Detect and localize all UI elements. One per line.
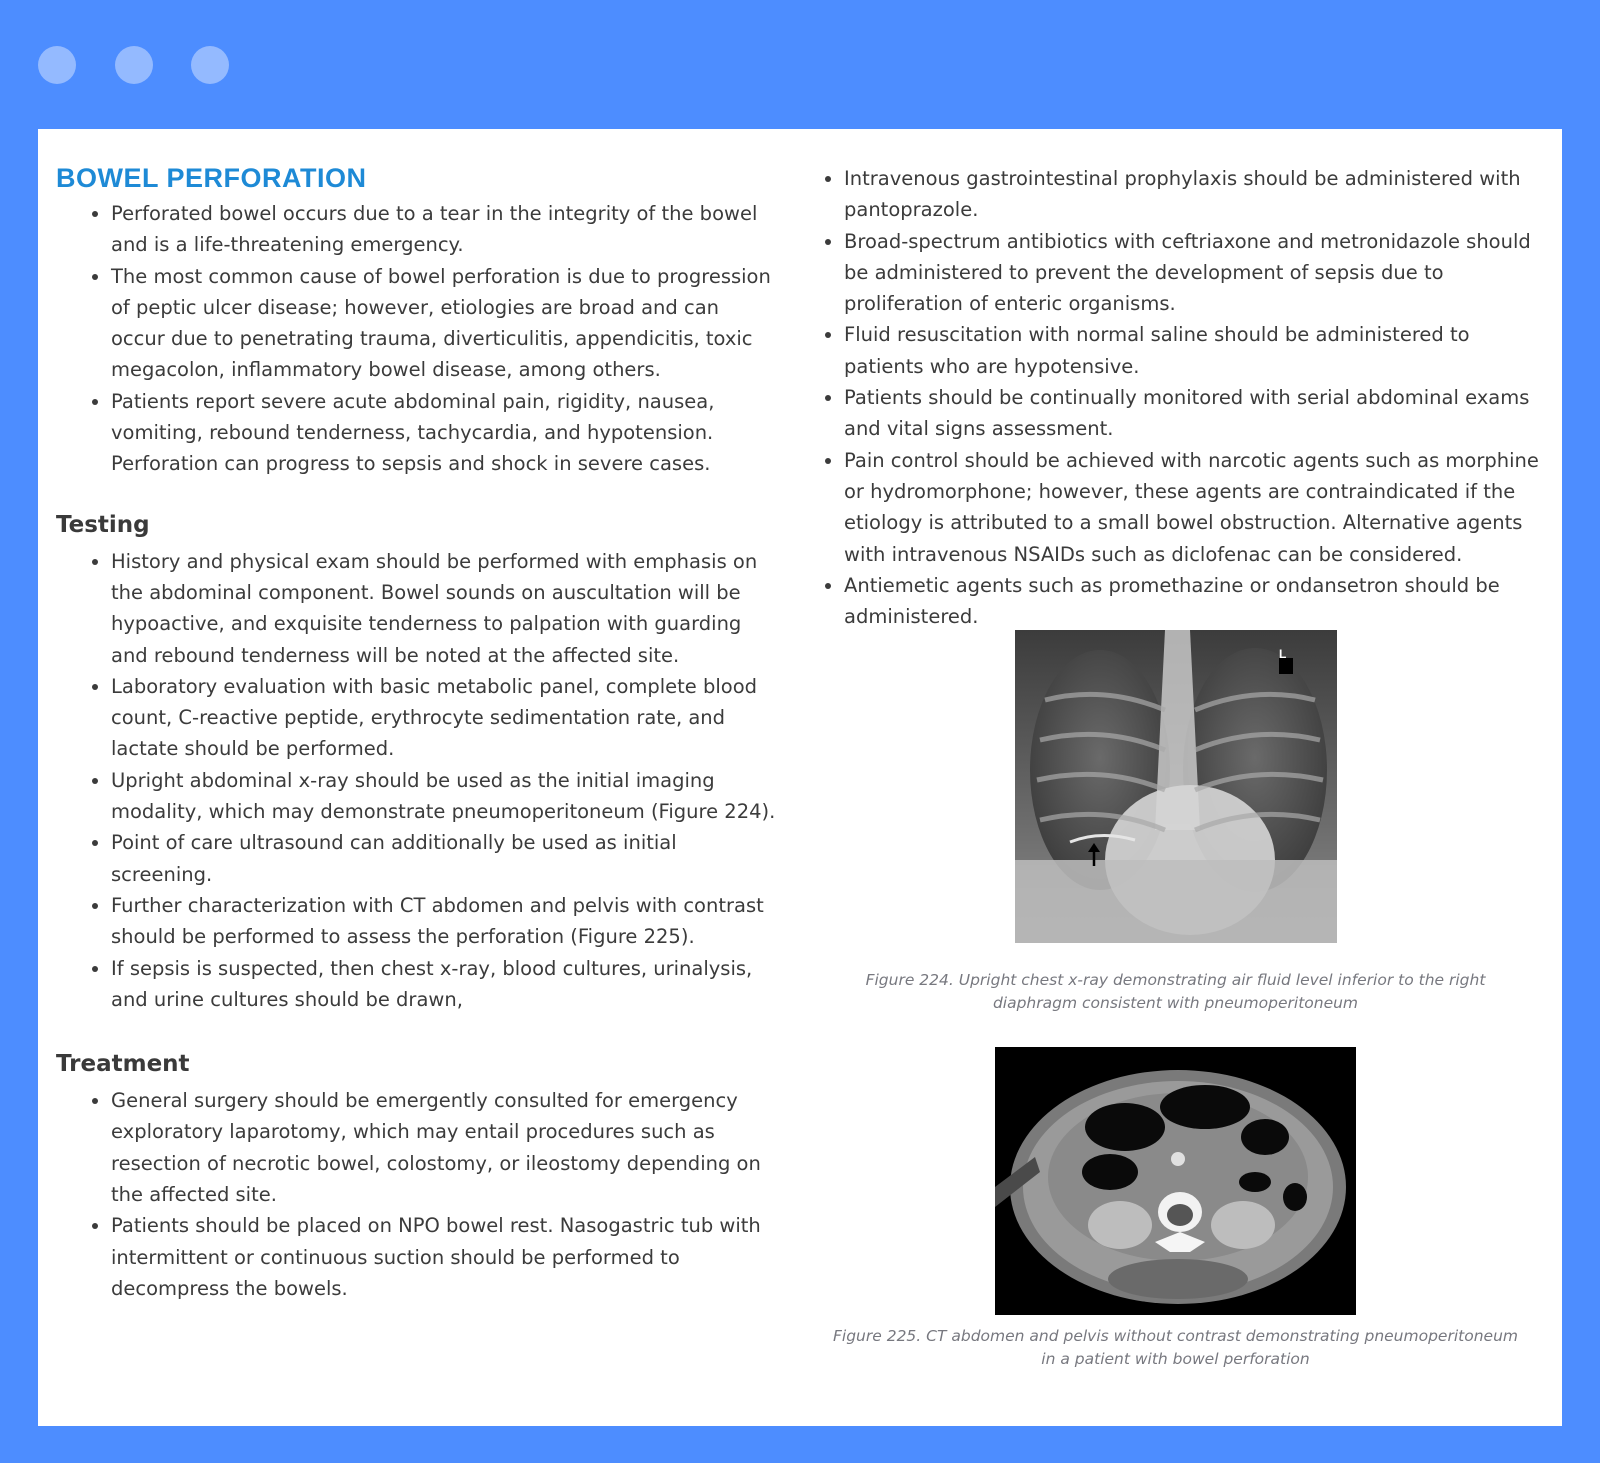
testing-heading: Testing [56,511,150,538]
list-item: • Fluid resuscitation with normal saline should be administered to patients who are hypotensive. [844,319,1548,382]
list-item: • Pain control should be achieved with narcotic agents such as morphine or hydromorphone; however, these agents are contraindicated if the etiology is attributed to a small bowel obstruction. Alternative agents with intravenous NSAIDs such as diclofenac can be considered. [844,445,1548,570]
xray-marker: L [1278,647,1286,662]
list-item: • Laboratory evaluation with basic metabolic panel, complete blood count, C-reactive peptide, erythrocyte sedimentation rate, and lactate should be performed. [111,671,776,765]
list-item: • General surgery should be emergently consulted for emergency exploratory laparotomy, which may entail procedures such as resection of necrotic bowel, colostomy, or ileostomy depending on the affected site. [111,1085,776,1210]
figure-224-caption: Figure 224. Upright chest x-ray demonstrating air fluid level inferior to the right diaphragm consistent with pneumoperitoneum [865,971,1486,1013]
intro-list [56,198,776,480]
figure-225 [803,1047,1548,1371]
ct-scan-image [995,1047,1356,1315]
list-item: • If sepsis is suspected, then chest x-ray, blood cultures, urinalysis, and urine cultures should be drawn, [111,953,776,1016]
treatment-heading: Treatment [56,1051,190,1078]
treatment-list [56,1085,776,1304]
window-dot[interactable] [38,46,76,84]
page-title: BOWEL PERFORATION [56,163,367,193]
list-item: • Perforated bowel occurs due to a tear in the integrity of the bowel and is a life-threatening emergency. [111,198,776,261]
list-item: • Broad-spectrum antibiotics with ceftriaxone and metronidazole should be administered to prevent the development of sepsis due to proliferation of enteric organisms. [844,226,1548,320]
list-item: • History and physical exam should be performed with emphasis on the abdominal component. Bowel sounds on auscultation will be hypoactive, and exquisite tenderness to palpation with guarding and rebound tenderness will be noted at the affected site. [111,546,776,671]
list-item: • Patients should be placed on NPO bowel rest. Nasogastric tub with intermittent or continuous suction should be performed to decompress the bowels. [111,1210,776,1304]
list-item: • Upright abdominal x-ray should be used as the initial imaging modality, which may demonstrate pneumoperitoneum (Figure 224). [111,765,776,828]
window-dot[interactable] [191,46,229,84]
treatment-continued-list [803,163,1548,632]
list-item: • Further characterization with CT abdomen and pelvis with contrast should be performed to assess the perforation (Figure 225). [111,890,776,953]
list-item: • Intravenous gastrointestinal prophylaxis should be administered with pantoprazole. [844,163,1548,226]
list-item: • Antiemetic agents such as promethazine or ondansetron should be administered. [844,570,1548,633]
document-page [38,129,1562,1426]
figure-224 [803,630,1548,1015]
list-item: • The most common cause of bowel perforation is due to progression of peptic ulcer disease; however, etiologies are broad and can occur due to penetrating trauma, diverticulitis, appendicitis, toxic megacolon, inflammatory bowel disease, among others. [111,261,776,386]
chest-xray-image [1015,630,1337,943]
list-item: • Patients report severe acute abdominal pain, rigidity, nausea, vomiting, rebound tenderness, tachycardia, and hypotension. Perforation can progress to sepsis and shock in severe cases. [111,386,776,480]
testing-list [56,546,776,1015]
window-dot[interactable] [115,46,153,84]
list-item: • Point of care ultrasound can additionally be used as initial screening. [111,827,776,890]
right-column [803,163,1548,1371]
list-item: • Patients should be continually monitored with serial abdominal exams and vital signs assessment. [844,382,1548,445]
left-column [56,163,776,1304]
figure-225-caption: Figure 225. CT abdomen and pelvis without contrast demonstrating pneumoperitoneum in a patient with bowel perforation [832,1327,1518,1369]
